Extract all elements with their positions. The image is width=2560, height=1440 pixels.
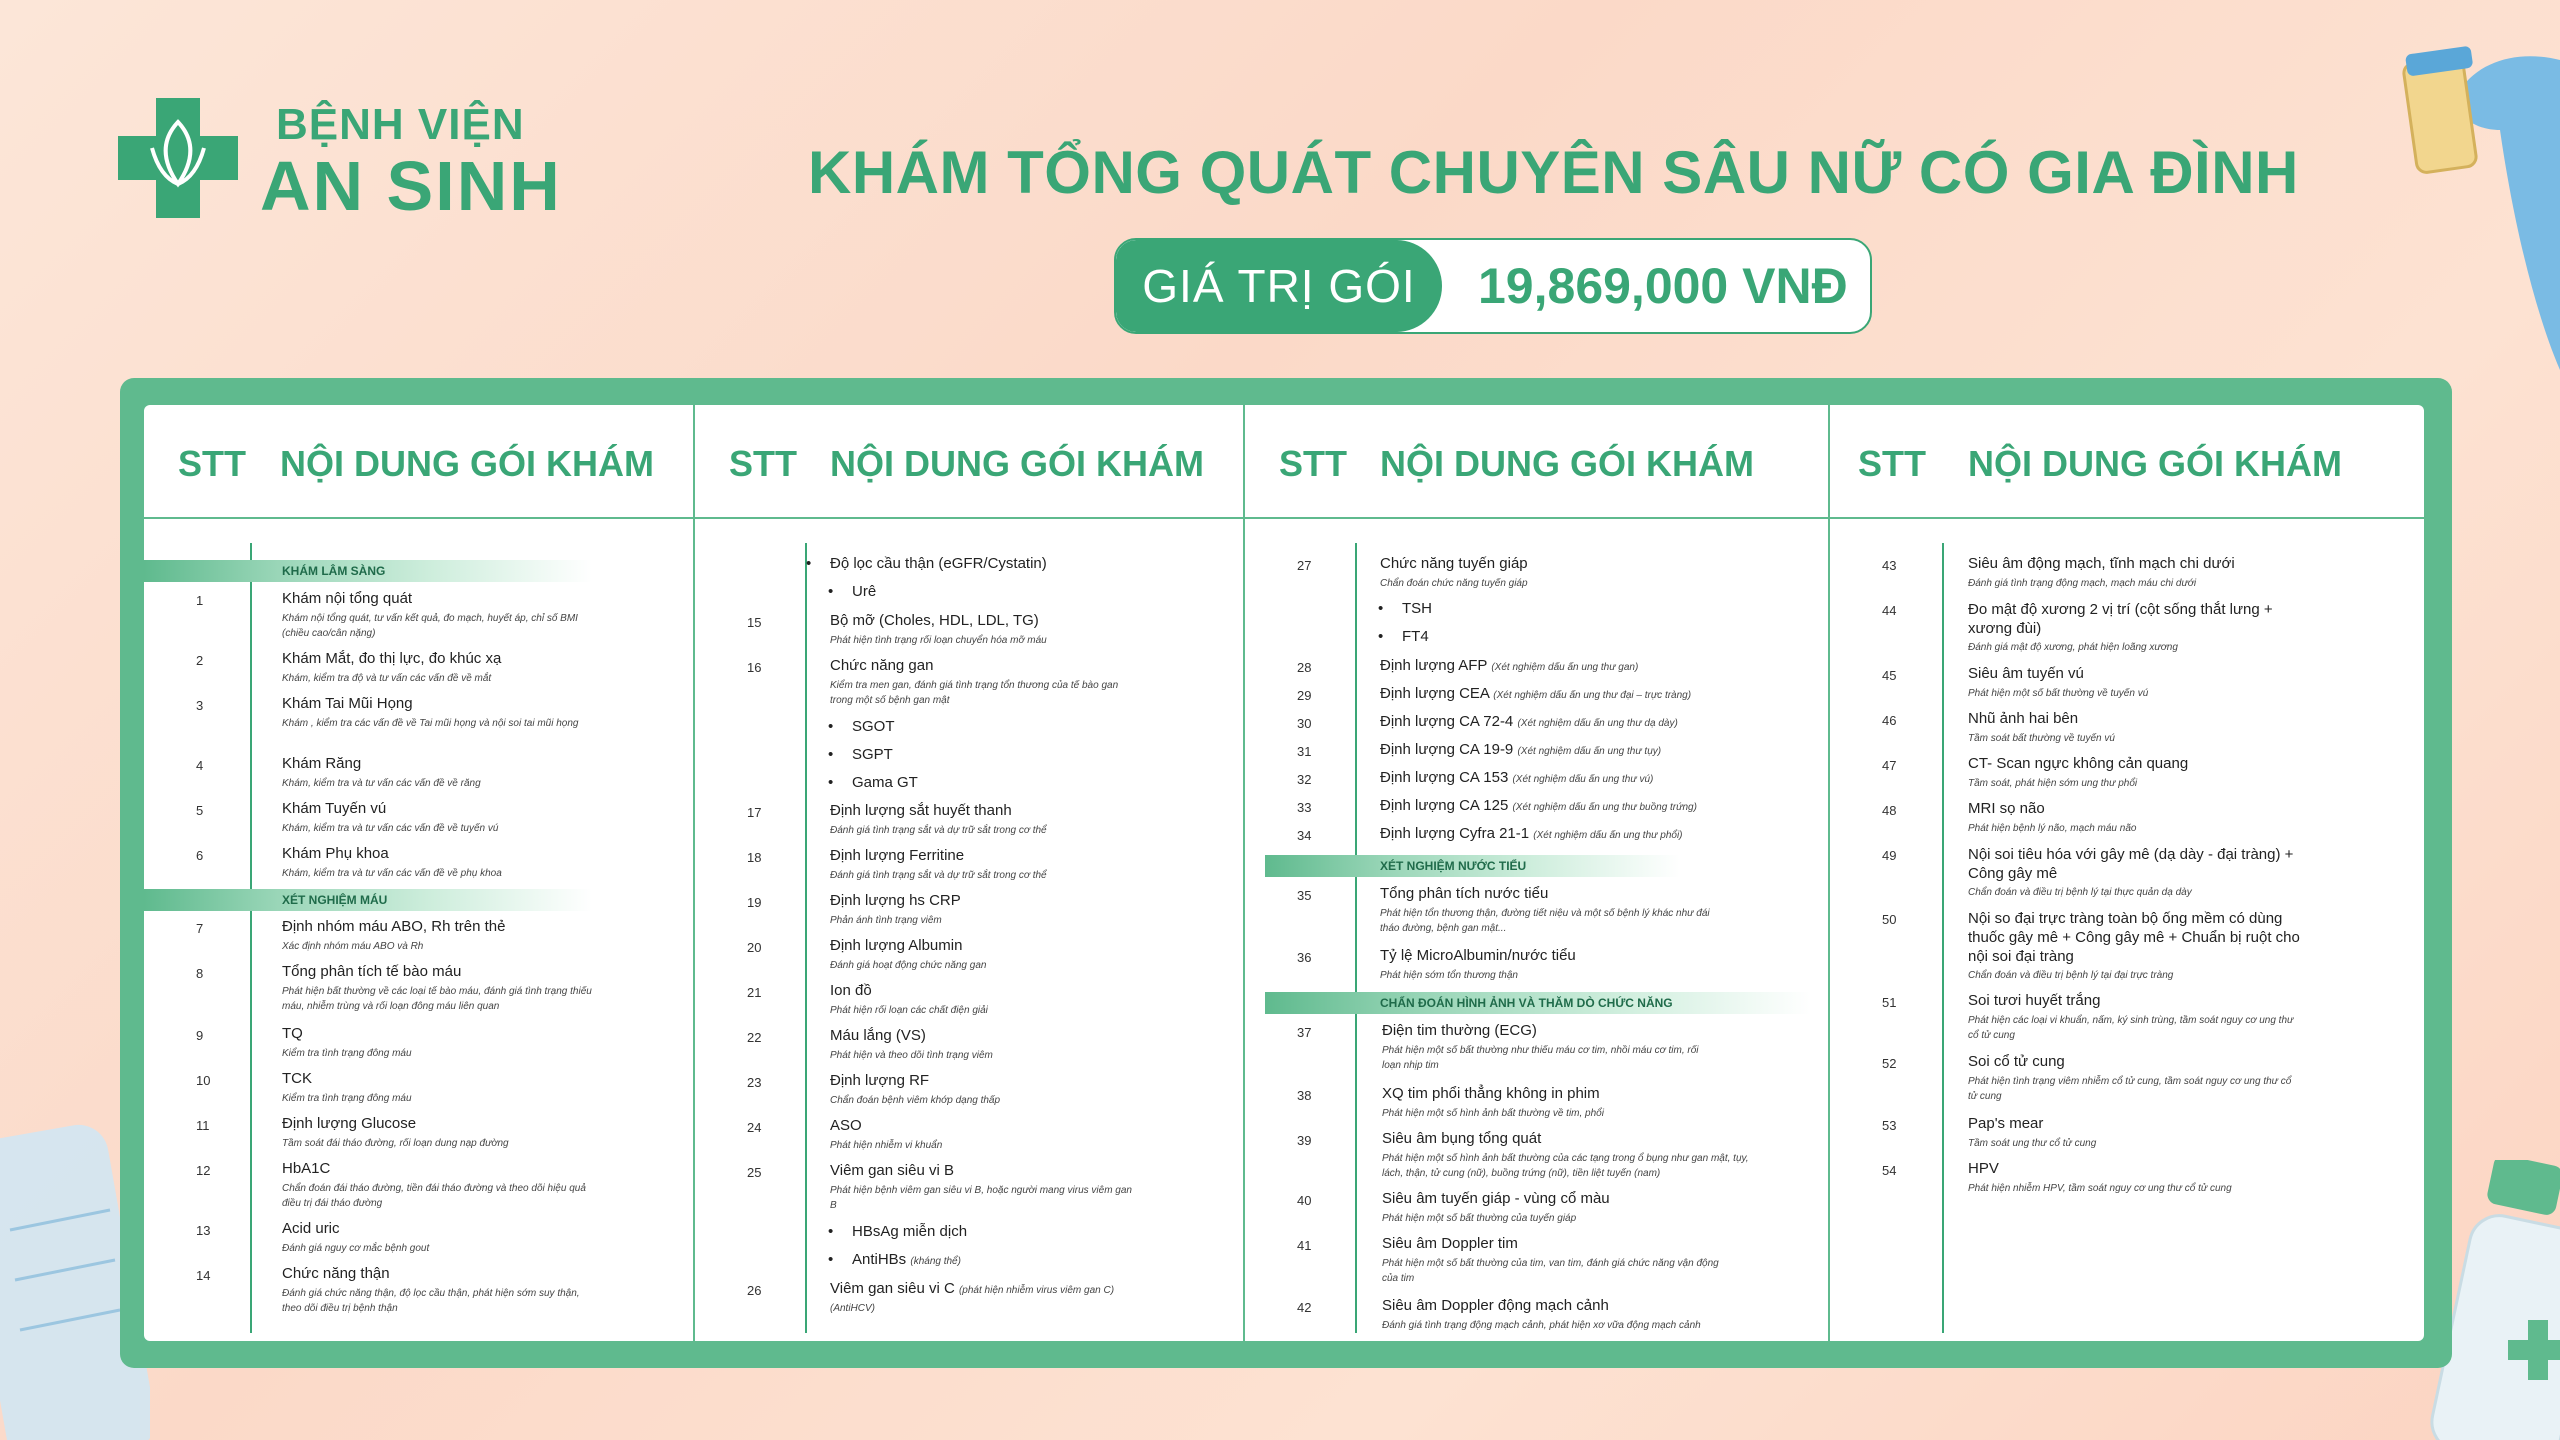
header-stt: STT [729,443,797,484]
stt-divider [1942,543,1944,1333]
hospital-logo [118,98,598,228]
header-stt: STT [1279,443,1347,484]
logo-line1: BỆNH VIỆN [276,100,525,149]
header-content: NỘI DUNG GÓI KHÁM [1380,443,1754,484]
price-label: GIÁ TRỊ GÓI [1116,240,1442,332]
stt-divider [1355,543,1357,1333]
column-1: STT NỘI DUNG GÓI KHÁM KHÁM LÂM SÀNG 1 Khám nội tổng quát Khám nội tổng quát, tư vấn kết quả, đo mạch, huyết áp, chỉ số BMI (chiều cao/cân nặng) 2 Khám Mắt, đo thị lực, đo khúc xạ Khám, kiểm tra độ và tư vấn các vấn đề về mắt 3 Khám Tai Mũi Họng Khám , kiểm tra các vấn đề về Tai mũi họng và nội soi tai mũi họng 4 Khám Răng Khám, kiểm tra và tư vấn các vấn đề về răng 5 Khám Tuyến vú Khám, kiểm tra và tư vấn các vấn đề về tuyến vú 6 Khám Phụ khoa Khám, kiểm tra và tư vấn các vấn đề về phụ khoa XÉT NGHIỆM MÁU 7 Định nhóm máu ABO, Rh trên thẻ Xác định nhóm máu ABO và Rh 8 Tổng phân tích tế bào máu Phát hiện bất thường về các loại tế bào máu, đánh giá tình trạng thiếu máu, nhiễm trùng và rối loạn đông máu liên quan 9 TQ Kiểm tra tình trạng đông máu 10 TCK Kiểm tra tình trạng đông máu 11 Định lượng Glucose Tầm soát đái tháo đường, rối loạn dung nạp đường 12 HbA1C Chẩn đoán đái tháo đường, tiền đái tháo đường và theo dõi hiệu quả điều trị đái tháo đường 13 Acid uric Đánh giá nguy cơ mắc bệnh gout 14 Chức năng thận Đánh giá chức năng thận, độ lọc cầu thận, phát hiện sớm suy thận, theo dõi điều trị bệnh thận [144,405,693,1341]
header-stt: STT [1858,443,1926,484]
column-4: STT NỘI DUNG GÓI KHÁM 43 Siêu âm động mạch, tĩnh mạch chi dưới Đánh giá tình trạng động mạch, mạch máu chi dưới 44 Đo mật độ xương 2 vị trí (cột sống thắt lưng + xương đùi) Đánh giá mật độ xương, phát hiện loãng xương 45 Siêu âm tuyến vú Phát hiện một số bất thường về tuyến vú 46 Nhũ ảnh hai bên Tầm soát bất thường về tuyến vú 47 CT- Scan ngực không cản quang Tầm soát, phát hiện sớm ung thư phổi 48 MRI sọ não Phát hiện bệnh lý não, mạch máu não 49 Nội soi tiêu hóa với gây mê (dạ dày - đại tràng) + Công gây mê Chẩn đoán và điều trị bệnh lý tại thực quản dạ dày 50 Nội so đại trực tràng toàn bộ ống mềm có dùng thuốc gây mê + Công gây mê + Chuẩn bị ruột cho nội soi đại tràng Chẩn đoán và điều trị bệnh lý tại đại trực tràng 51 Soi tươi huyết trắng Phát hiện các loại vi khuẩn, nấm, ký sinh trùng, tầm soát nguy cơ ung thư cổ tử cung 52 Soi cổ tử cung Phát hiện tình trạng viêm nhiễm cổ tử cung, tầm soát nguy cơ ung thư cổ tử cung 53 Pap's mear Tầm soát ung thư cổ tử cung 54 HPV Phát hiện nhiễm HPV, tầm soát nguy cơ ung thư cổ tử cung [1830,405,2424,1341]
stt-divider [805,543,807,1333]
section-xet-nghiem-nuoc-tieu: XÉT NGHIỆM NƯỚC TIỂU [1265,855,1680,877]
column-header [144,405,693,519]
page-title: KHÁM TỔNG QUÁT CHUYÊN SÂU NỮ CÓ GIA ĐÌNH [808,139,2299,206]
stt-divider [250,543,252,1333]
section-xet-nghiem-mau: XÉT NGHIỆM MÁU [144,889,592,911]
header-content: NỘI DUNG GÓI KHÁM [1968,443,2342,484]
section-kham-lam-sang: KHÁM LÂM SÀNG [144,560,592,582]
price-badge [1114,238,1872,334]
price-value: 19,869,000 VNĐ [1478,258,1848,314]
hospital-cross-icon [118,98,238,218]
column-header [1830,405,2424,519]
glove-hand-icon [2390,0,2560,370]
logo-line2: AN SINH [260,147,562,225]
header-content: NỘI DUNG GÓI KHÁM [830,443,1204,484]
section-chan-doan-hinh-anh: CHẨN ĐOÁN HÌNH ẢNH VÀ THĂM DÒ CHỨC NĂNG [1265,992,1810,1014]
header-stt: STT [178,443,246,484]
column-2: STT NỘI DUNG GÓI KHÁM • Độ lọc cầu thận (eGFR/Cystatin) • Urê 15 Bộ mỡ (Choles, HDL, LDL, TG) Phát hiện tình trạng rối loạn chuyển hóa mỡ máu 16 Chức năng gan Kiểm tra men gan, đánh giá tình trạng tổn thương của tế bào gan trong một số bệnh gan mật • SGOT • SGPT • Gama GT 17 Định lượng sắt huyết thanh Đánh giá tình trạng sắt và dự trữ sắt trong cơ thể 18 Định lượng Ferritine Đánh giá tình trạng sắt và dự trữ sắt trong cơ thể 19 Định lượng hs CRP Phản ánh tình trạng viêm 20 Định lượng Albumin Đánh giá hoạt động chức năng gan 21 Ion đồ Phát hiện rối loạn các chất điện giải 22 Máu lắng (VS) Phát hiện và theo dõi tình trạng viêm 23 Định lượng RF Chẩn đoán bệnh viêm khớp dạng thấp 24 ASO Phát hiện nhiễm vi khuẩn 25 Viêm gan siêu vi B Phát hiện bệnh viêm gan siêu vi B, hoặc người mang virus viêm gan B • HBsAg miễn dịch • AntiHBs (kháng thể) 26 Viêm gan siêu vi C (phát hiện nhiễm virus viêm gan C) (AntiHCV) [695,405,1243,1341]
column-header [695,405,1243,519]
column-header [1245,405,1828,519]
header-content: NỘI DUNG GÓI KHÁM [280,443,654,484]
column-3: STT NỘI DUNG GÓI KHÁM 27 Chức năng tuyến giáp Chẩn đoán chức năng tuyến giáp • TSH • FT4 28 Định lượng AFP (Xét nghiệm dấu ấn ung thư gan) 29 Định lượng CEA (Xét nghiệm dấu ấn ung thư đại – trực tràng) 30 Định lượng CA 72-4 (Xét nghiệm dấu ấn ung thư dạ dày) 31 Định lượng CA 19-9 (Xét nghiệm dấu ấn ung thư tụy) 32 Định lượng CA 153 (Xét nghiệm dấu ấn ung thư vú) 33 Định lượng CA 125 (Xét nghiệm dấu ấn ung thư buồng trứng) 34 Định lượng Cyfra 21-1 (Xét nghiệm dấu ấn ung thư phổi) XÉT NGHIỆM NƯỚC TIỂU 35 Tổng phân tích nước tiểu Phát hiện tổn thương thận, đường tiết niệu và một số bệnh lý khác như đái tháo đường, bệnh gan mật... 36 Tỷ lệ MicroAlbumin/nước tiểu Phát hiện sớm tổn thương thận CHẨN ĐOÁN HÌNH ẢNH VÀ THĂM DÒ CHỨC NĂNG 37 Điện tim thường (ECG) Phát hiện một số bất thường như thiếu máu cơ tim, nhồi máu cơ tim, rối loạn nhịp tim 38 XQ tim phổi thẳng không in phim Phát hiện một số hình ảnh bất thường về tim, phổi 39 Siêu âm bụng tổng quát Phát hiện một số hình ảnh bất thường của các tạng trong ổ bụng như gan mật, tụy, lách, thận, tử cung (nữ), buồng trứng (nữ), tiền liệt tuyến (nam) 40 Siêu âm tuyến giáp - vùng cổ màu Phát hiện một số bất thường của tuyến giáp 41 Siêu âm Doppler tim Phát hiện một số bất thường của tim, van tim, đánh giá chức năng vận động của tim 42 Siêu âm Doppler động mạch cảnh Đánh giá tình trạng động mạch cảnh, phát hiện xơ vữa động mạch cảnh [1245,405,1828,1341]
